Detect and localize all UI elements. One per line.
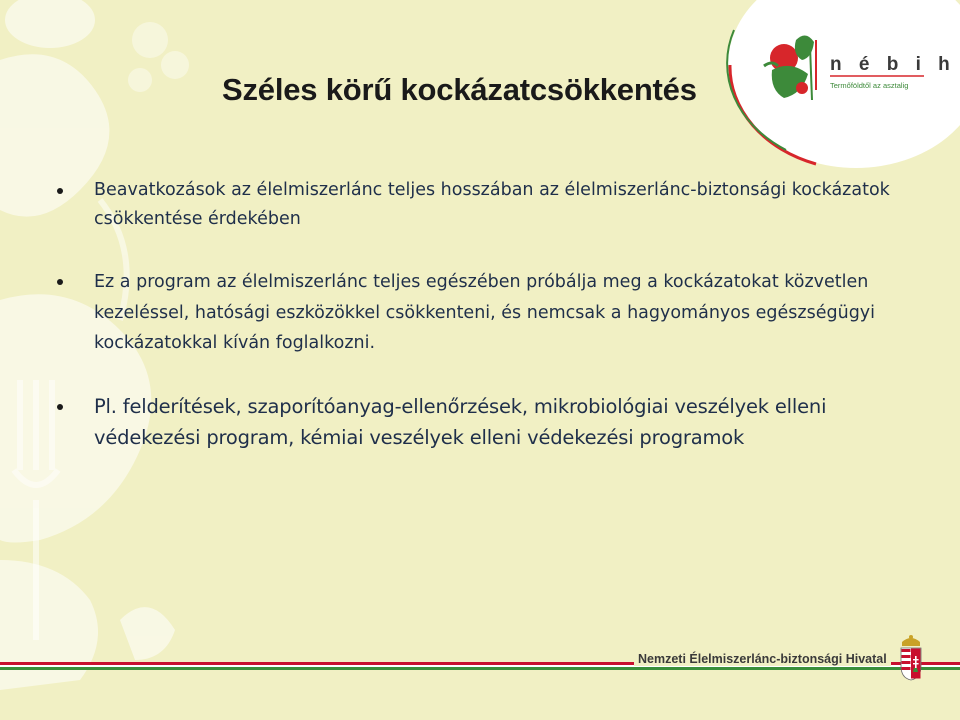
bullet-item: Ez a program az élelmiszerlánc teljes egészében próbálja meg a kockázatokat közvetlen kezeléssel, hatósági eszközökkel csökkenteni, és nemcsak a hagyományos egészségügyi kockázatokkal kíván foglalkozni. <box>52 267 912 359</box>
nebih-logo <box>726 0 960 170</box>
footer-rule-green <box>0 667 960 670</box>
bullet-item: Beavatkozások az élelmiszerlánc teljes hosszában az élelmiszerlánc-biztonsági kockázatok csökkentése érdekében <box>52 176 912 234</box>
slide-title: Széles körű kockázatcsökkentés <box>222 72 697 107</box>
bullet-item: Pl. felderítések, szaporítóanyag-ellenőrzések, mikrobiológiai veszélyek elleni védekezési program, kémiai veszélyek elleni védekezési programok <box>52 391 912 453</box>
logo-name: n é b i h <box>830 54 956 75</box>
footer-organization: Nemzeti Élelmiszerlánc-biztonsági Hivatal <box>634 652 891 666</box>
hungarian-coat-of-arms-icon <box>896 632 926 682</box>
bullet-list <box>52 176 912 453</box>
logo-tagline: Termőföldtől az asztalig <box>830 81 909 90</box>
